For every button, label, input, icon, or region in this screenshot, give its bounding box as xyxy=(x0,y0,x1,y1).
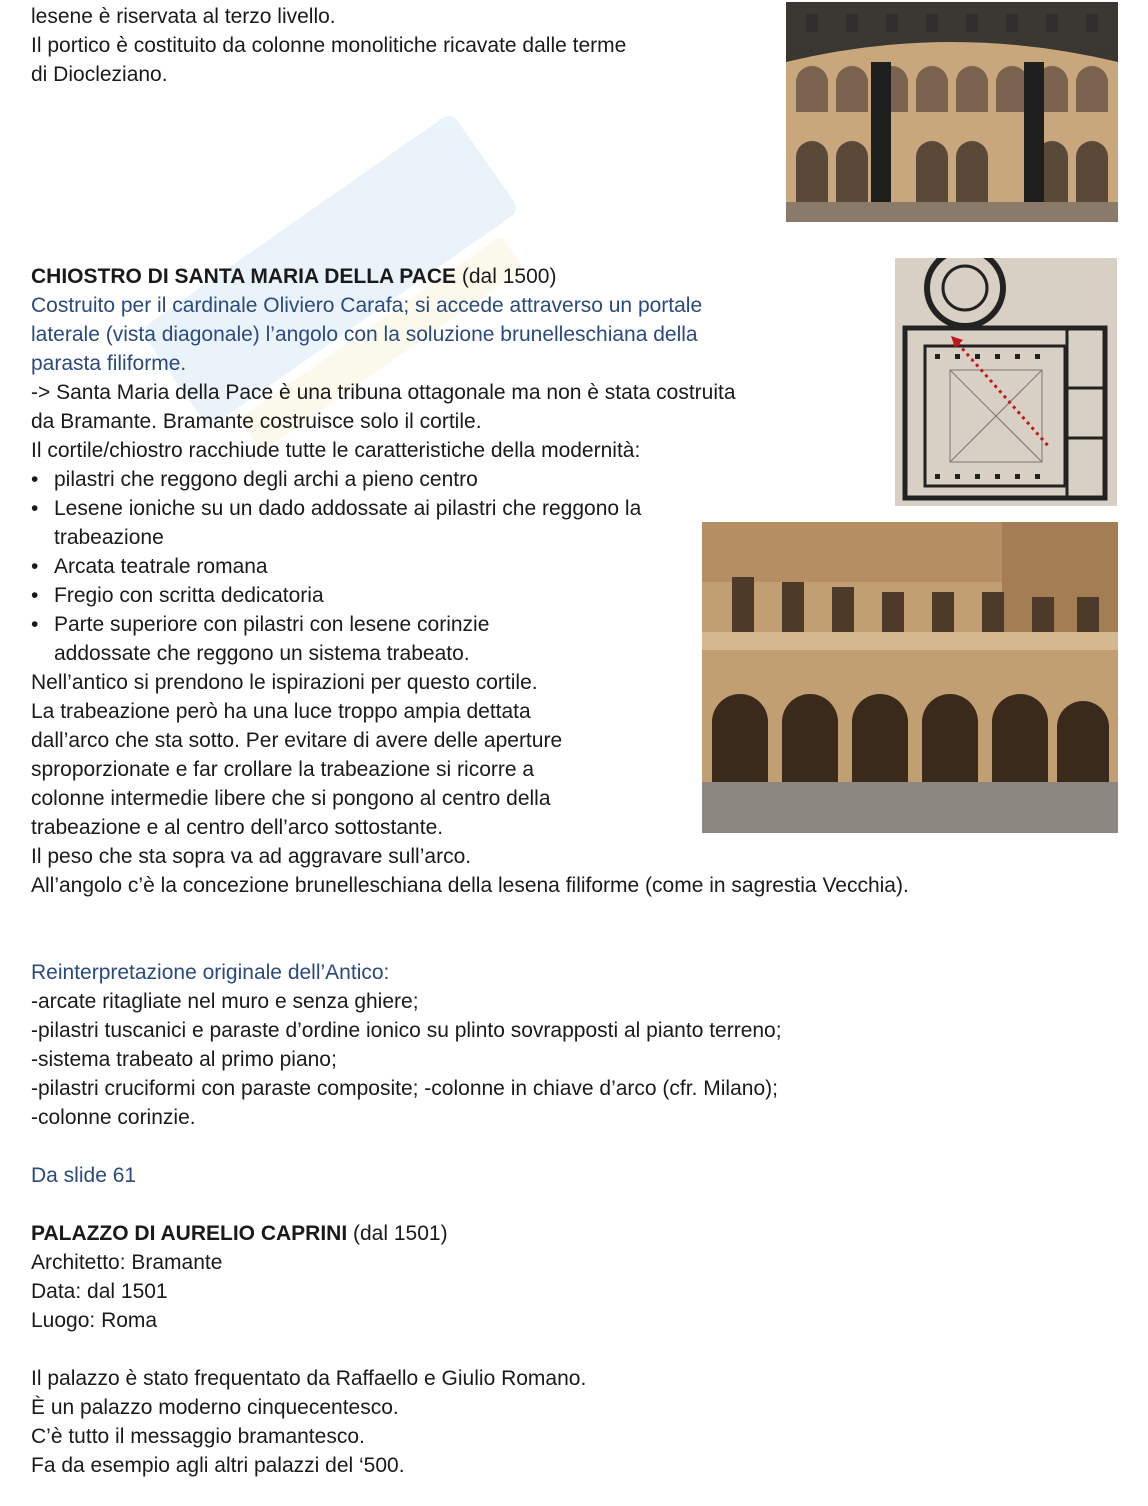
bullet-mark: • xyxy=(31,584,39,607)
bullet-item: Arcata teatrale romana xyxy=(54,555,268,578)
chiostro-floor-plan xyxy=(895,258,1117,506)
chiostro-after-line: sproporzionate e far crollare la trabeazione si ricorre a xyxy=(31,758,535,781)
bullet-mark: • xyxy=(31,555,39,578)
intro-line-3: di Diocleziano. xyxy=(31,63,168,86)
chiostro-blue-line-1: Costruito per il cardinale Oliviero Carafa; si accede attraverso un portale xyxy=(31,294,703,317)
caprini-body-line: Fa da esempio agli altri palazzi del ‘500. xyxy=(31,1454,405,1477)
bullet-item: Fregio con scritta dedicatoria xyxy=(54,584,324,607)
caprini-info-line: Luogo: Roma xyxy=(31,1309,158,1332)
chiostro-line-1: -> Santa Maria della Pace è una tribuna ottagonale ma non è stata costruita xyxy=(31,381,736,404)
chiostro-after-line: dall’arco che sta sotto. Per evitare di avere delle aperture xyxy=(31,729,563,752)
chiostro-title: CHIOSTRO DI SANTA MARIA DELLA PACE xyxy=(31,265,457,288)
chiostro-after-line: colonne intermedie libere che si pongono al centro della xyxy=(31,787,551,810)
reinterp-item: -pilastri cruciformi con paraste composite; -colonne in chiave d’arco (cfr. Milano); xyxy=(31,1077,778,1100)
bullet-item-continuation: addossate che reggono un sistema trabeato. xyxy=(54,642,470,665)
slide-reference: Da slide 61 xyxy=(31,1164,137,1187)
chiostro-line-2: da Bramante. Bramante costruisce solo il cortile. xyxy=(31,410,482,433)
caprini-title-suffix: (dal 1501) xyxy=(347,1222,448,1245)
reinterp-item: -colonne corinzie. xyxy=(31,1106,196,1129)
reinterp-item: -arcate ritagliate nel muro e senza ghiere; xyxy=(31,990,419,1013)
caprini-info-line: Data: dal 1501 xyxy=(31,1280,168,1303)
bullet-mark: • xyxy=(31,468,39,491)
intro-line-1: lesene è riservata al terzo livello. xyxy=(31,5,336,28)
chiostro-after-line: Il peso che sta sopra va ad aggravare sull’arco. xyxy=(31,845,472,868)
caprini-title: PALAZZO DI AURELIO CAPRINI xyxy=(31,1222,348,1245)
chiostro-heading xyxy=(31,262,556,291)
chiostro-after-line: trabeazione e al centro dell’arco sottostante. xyxy=(31,816,444,839)
bullet-item: Lesene ioniche su un dado addossate ai pilastri che reggono la xyxy=(54,497,642,520)
chiostro-cloister-photo xyxy=(702,522,1118,833)
intro-line-2: Il portico è costituito da colonne monolitiche ricavate dalle terme xyxy=(31,34,627,57)
caprini-body-line: Il palazzo è stato frequentato da Raffaello e Giulio Romano. xyxy=(31,1367,587,1390)
bullet-item: Parte superiore con pilastri con lesene corinzie xyxy=(54,613,490,636)
reinterp-item: -pilastri tuscanici e paraste d’ordine ionico su plinto sovrapposti al pianto terreno; xyxy=(31,1019,782,1042)
chiostro-line-3: Il cortile/chiostro racchiude tutte le caratteristiche della modernità: xyxy=(31,439,641,462)
chiostro-title-suffix: (dal 1500) xyxy=(456,265,557,288)
caprini-body-line: È un palazzo moderno cinquecentesco. xyxy=(31,1396,399,1419)
bullet-item: pilastri che reggono degli archi a pieno centro xyxy=(54,468,478,491)
cancelleria-courtyard-photo xyxy=(786,2,1118,222)
chiostro-blue-line-3: parasta filiforme. xyxy=(31,352,187,375)
chiostro-blue-line-2: laterale (vista diagonale) l’angolo con la soluzione brunelleschiana della xyxy=(31,323,698,346)
caprini-body-line: C’è tutto il messaggio bramantesco. xyxy=(31,1425,365,1448)
bullet-mark: • xyxy=(31,497,39,520)
chiostro-after-line: Nell’antico si prendono le ispirazioni per questo cortile. xyxy=(31,671,538,694)
reinterp-item: -sistema trabeato al primo piano; xyxy=(31,1048,337,1071)
bullet-mark: • xyxy=(31,613,39,636)
bullet-item-continuation: trabeazione xyxy=(54,526,164,549)
chiostro-after-line: All’angolo c’è la concezione brunelleschiana della lesena filiforme (come in sagrestia Vecchia). xyxy=(31,874,909,897)
caprini-info-line: Architetto: Bramante xyxy=(31,1251,223,1274)
reinterp-heading: Reinterpretazione originale dell’Antico: xyxy=(31,961,390,984)
chiostro-after-line: La trabeazione però ha una luce troppo ampia dettata xyxy=(31,700,531,723)
caprini-heading xyxy=(31,1219,448,1248)
